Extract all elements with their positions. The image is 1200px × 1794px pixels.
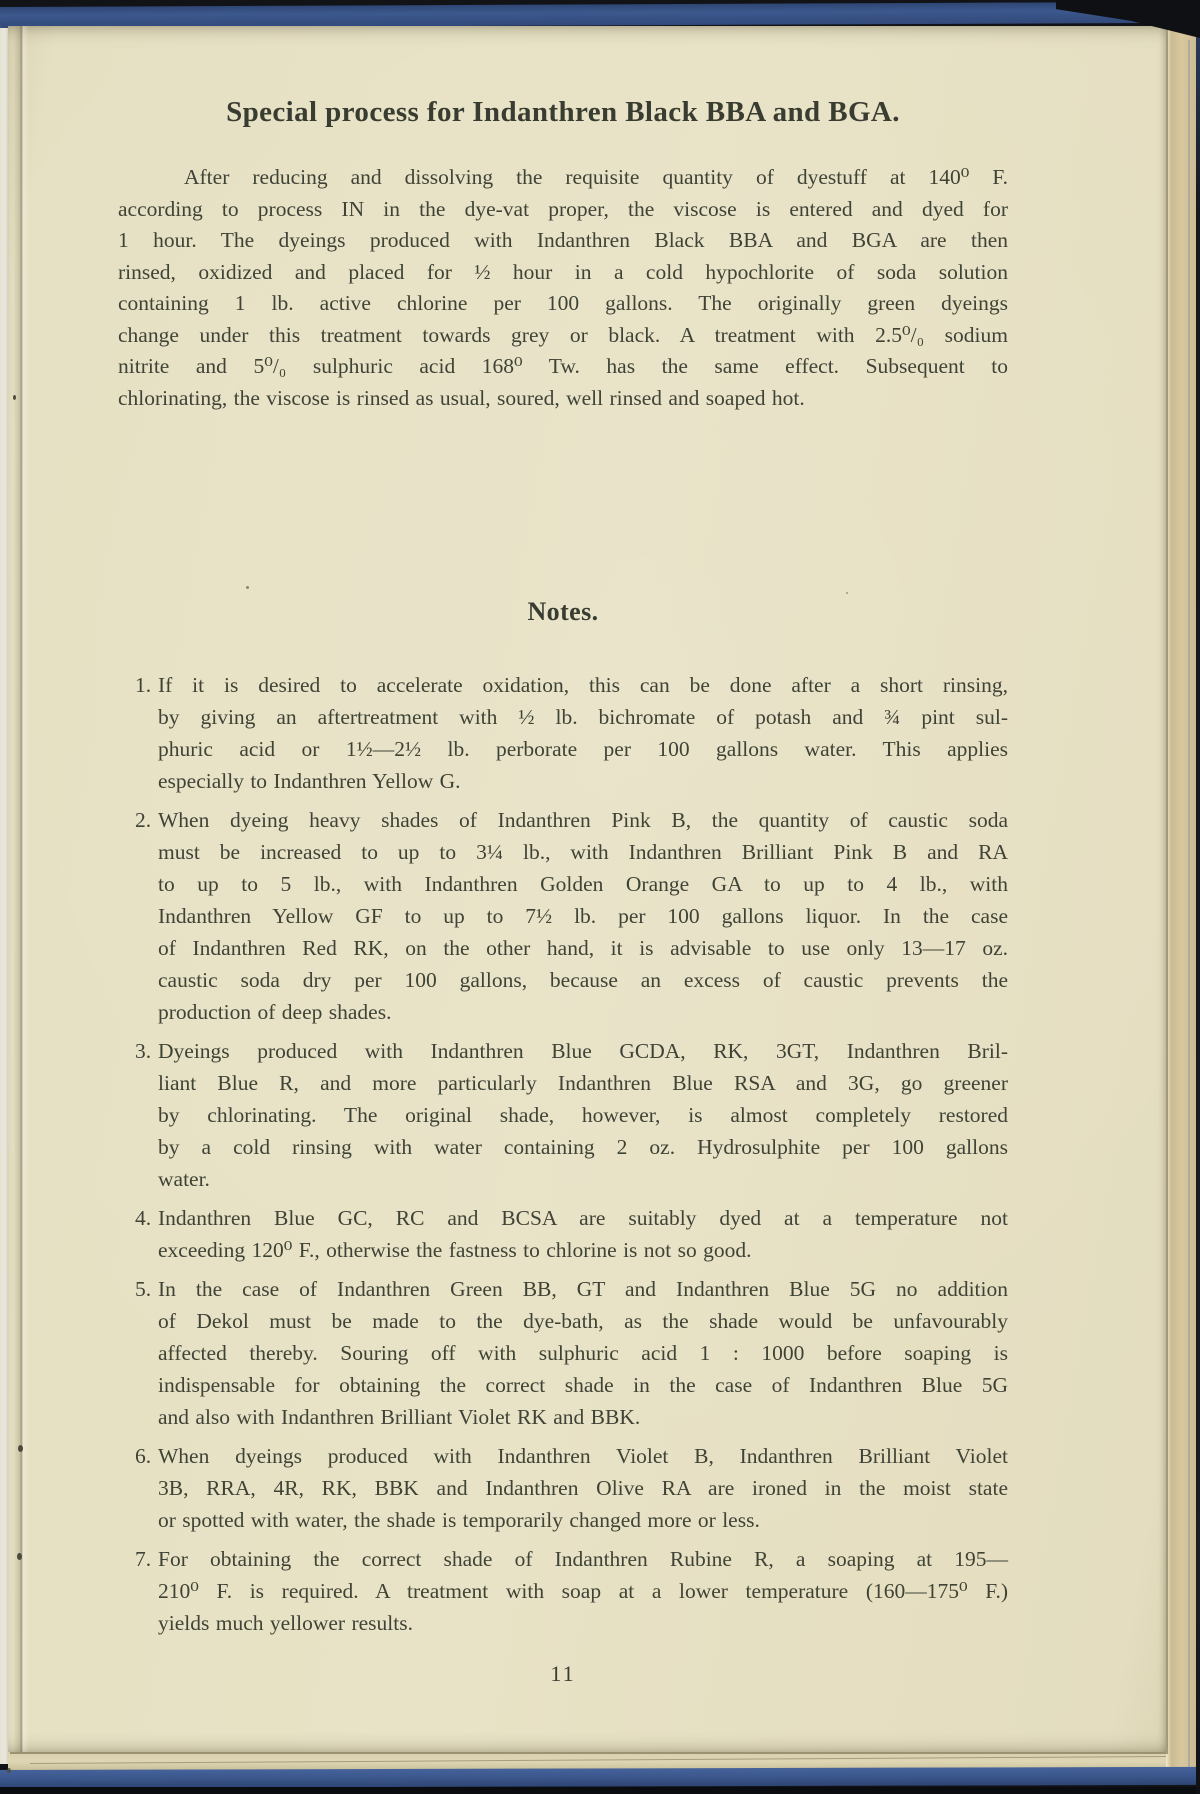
note-line: and also with Indanthren Brilliant Violet RK and BBK. <box>158 1405 641 1429</box>
note-line: to up to 5 lb., with Indanthren Golden Orange GA to up to 4 lb., with <box>158 872 1008 896</box>
note-item <box>118 1543 1008 1639</box>
note-item <box>118 1440 1008 1536</box>
notes-list <box>118 669 1008 1639</box>
note-line: by chlorinating. The original shade, however, is almost completely restored <box>158 1103 1008 1127</box>
note-text <box>158 1035 1008 1195</box>
cover-right-edge <box>1196 0 1200 1794</box>
note-line: exceeding 120⁰ F., otherwise the fastness to chlorine is not so good. <box>158 1238 752 1262</box>
note-item <box>118 1035 1008 1195</box>
intro-line: After reducing and dissolving the requisite quantity of dyestuff at 140⁰ F. <box>184 165 1008 189</box>
note-number: 5. <box>135 1277 152 1301</box>
note-line: of Indanthren Red RK, on the other hand, it is advisable to use only 13—17 oz. <box>158 936 1008 960</box>
note-item <box>118 1202 1008 1266</box>
note-line: of Dekol must be made to the dye-bath, as the shade would be unfavourably <box>158 1309 1008 1333</box>
note-line: Indanthren Yellow GF to up to 7½ lb. per 100 gallons liquor. In the case <box>158 904 1008 928</box>
intro-line: change under this treatment towards grey or black. A treatment with 2.5⁰/₀ sodium <box>118 322 1008 347</box>
paper-speck <box>7 1768 11 1773</box>
notes-heading: Notes. <box>527 597 599 626</box>
paper-speck <box>246 586 249 589</box>
stitch-hole <box>13 395 16 400</box>
note-line: Dyeings produced with Indanthren Blue GCDA, RK, 3GT, Indanthren Bril- <box>158 1039 1008 1063</box>
scan-bottom-border <box>0 1787 1200 1794</box>
note-text <box>158 1273 1008 1433</box>
book-page <box>8 26 1166 1752</box>
note-line: or spotted with water, the shade is temporarily changed more or less. <box>158 1508 760 1532</box>
note-text <box>158 1543 1008 1639</box>
intro-line: according to process IN in the dye-vat proper, the viscose is entered and dyed for <box>118 196 1008 221</box>
note-line: phuric acid or 1½—2½ lb. perborate per 100 gallons water. This applies <box>158 737 1008 761</box>
note-number: 3. <box>135 1039 152 1063</box>
intro-line: rinsed, oxidized and placed for ½ hour in a cold hypochlorite of soda solution <box>118 259 1008 284</box>
note-line: 3B, RRA, 4R, RK, BBK and Indanthren Olive RA are ironed in the moist state <box>158 1476 1008 1500</box>
intro-line: chlorinating, the viscose is rinsed as usual, soured, well rinsed and soaped hot. <box>118 385 805 410</box>
note-number: 6. <box>135 1444 152 1468</box>
page-content <box>118 26 1008 1687</box>
note-line: When dyeings produced with Indanthren Violet B, Indanthren Brilliant Violet <box>158 1444 1008 1468</box>
note-text <box>158 1440 1008 1536</box>
note-line: water. <box>158 1167 210 1191</box>
page-edge-highlight <box>1188 40 1190 1770</box>
note-line: In the case of Indanthren Green BB, GT and Indanthren Blue 5G no addition <box>158 1277 1008 1301</box>
note-line: affected thereby. Souring off with sulphuric acid 1 : 1000 before soaping is <box>158 1341 1008 1365</box>
note-text <box>158 669 1008 797</box>
note-number: 2. <box>135 808 152 832</box>
note-line: When dyeing heavy shades of Indanthren Pink B, the quantity of caustic soda <box>158 808 1008 832</box>
note-line: caustic soda dry per 100 gallons, because an excess of caustic prevents the <box>158 968 1008 992</box>
note-number: 7. <box>135 1547 152 1571</box>
cover-top-edge <box>0 2 1200 28</box>
note-line: If it is desired to accelerate oxidation, this can be done after a short rinsing, <box>158 673 1008 697</box>
note-line: 210⁰ F. is required. A treatment with soap at a lower temperature (160—175⁰ F.) <box>158 1579 1008 1603</box>
note-line: by giving an aftertreatment with ½ lb. bichromate of potash and ¾ pint sul- <box>158 705 1008 729</box>
cover-bottom-edge <box>0 1767 1200 1788</box>
section-title: Special process for Indanthren Black BBA and BGA. <box>226 96 900 128</box>
note-line: indispensable for obtaining the correct shade in the case of Indanthren Blue 5G <box>158 1373 1008 1397</box>
note-line: must be increased to up to 3¼ lb., with Indanthren Brilliant Pink B and RA <box>158 840 1008 864</box>
note-item <box>118 1273 1008 1433</box>
binding-crease <box>13 26 29 1752</box>
note-line: especially to Indanthren Yellow G. <box>158 769 461 793</box>
note-line: For obtaining the correct shade of Indanthren Rubine R, a soaping at 195— <box>158 1547 1008 1571</box>
note-item <box>118 669 1008 797</box>
stitch-hole <box>18 1445 23 1452</box>
note-line: by a cold rinsing with water containing 2 oz. Hydrosulphite per 100 gallons <box>158 1135 1008 1159</box>
intro-line: 1 hour. The dyeings produced with Indanthren Black BBA and BGA are then <box>118 228 1008 252</box>
note-line: Indanthren Blue GC, RC and BCSA are suitably dyed at a temperature not <box>158 1206 1008 1230</box>
note-line: production of deep shades. <box>158 1000 392 1024</box>
intro-line: containing 1 lb. active chlorine per 100 gallons. The originally green dyeings <box>118 291 1008 315</box>
note-line: yields much yellower results. <box>158 1611 413 1635</box>
page-number: 11 <box>550 1661 576 1686</box>
note-text <box>158 804 1008 1028</box>
page-edges-right <box>1166 28 1197 1776</box>
intro-paragraph <box>118 162 1008 414</box>
note-number: 4. <box>135 1206 152 1230</box>
note-text <box>158 1202 1008 1266</box>
intro-line: nitrite and 5⁰/₀ sulphuric acid 168⁰ Tw. has the same effect. Subsequent to <box>118 354 1008 378</box>
note-number: 1. <box>135 673 152 697</box>
stitch-hole <box>17 1553 22 1560</box>
note-line: liant Blue R, and more particularly Indanthren Blue RSA and 3G, go greener <box>158 1071 1008 1095</box>
note-item <box>118 804 1008 1028</box>
paper-speck <box>846 592 848 594</box>
